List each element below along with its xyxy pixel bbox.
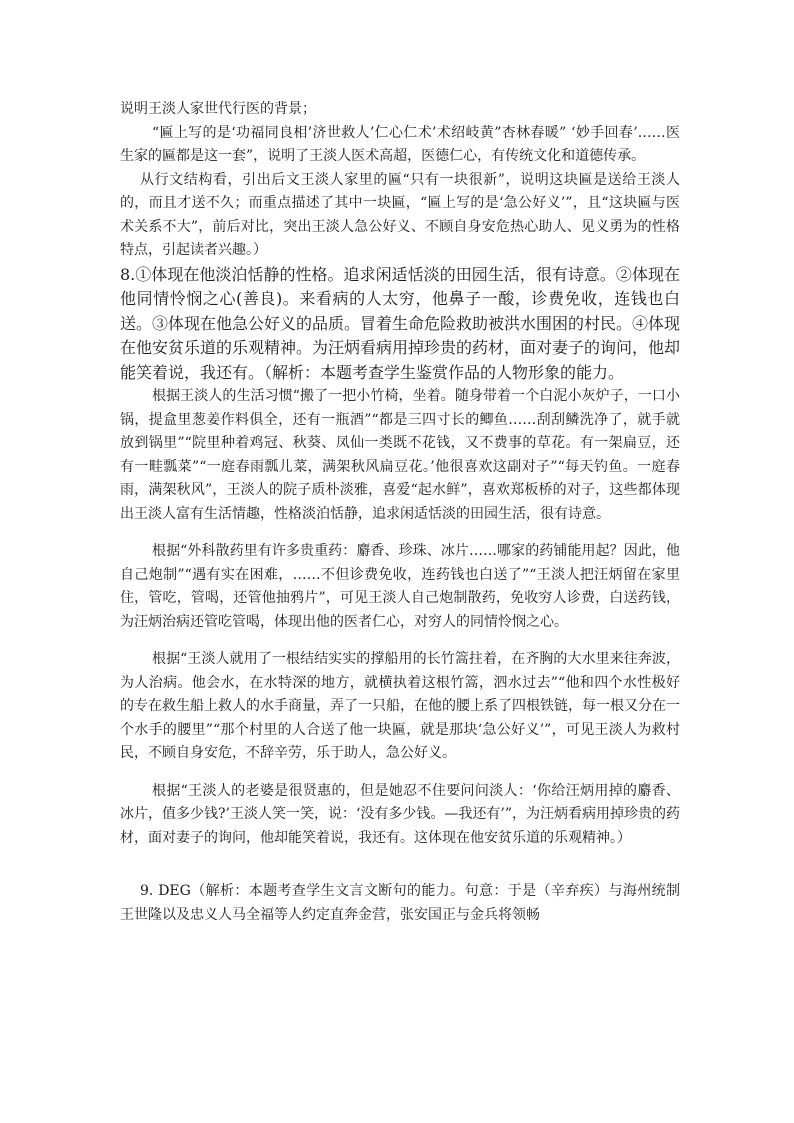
spacer [120,634,680,648]
paragraph-plaques: “匾上写的是‘功福同良相’济世救人’仁心仁术’术绍岐黄”杏林春暖” ‘妙手回春’……医生家的匾都是这一套”，说明了王淡人医术高超，医德仁心，有传统文化和道德传承。 [120,124,680,164]
analysis-compassion: 根据“外科散药里有许多贵重药：麝香、珍珠、冰片……哪家的药铺能用起？因此，他自己炮制”“遇有实在困难，……不但诊费免收，连药钱也白送了”“王淡人把汪炳留在家里住，管吃，管喝，还管他抽鸦片”，可见王淡人自己炮制散药，免收穷人诊费，白送药钱，为汪炳治病还管吃管喝，体现出他的医者仁心，对穷人的同情怜悯之心。 [120,543,680,630]
document-body [120,98,680,927]
analysis-rescue: 根据“王淡人就用了一根结结实实的撑船用的长竹篙拄着，在齐胸的大水里来往奔波，为人治病。他会水，在水特深的地方，就横执着这根竹篙，泗水过去”“他和四个水性极好的专在救生船上救人的水手商量，弄了一只船，在他的腰上系了四根铁链，每一根又分在一个水手的腰里”“那个村里的人合送了他一块匾，就是那块‘急公好义’”，可见王淡人为救村民，不顾自身安危，不辞辛劳，乐于助人，急公好义。 [120,651,680,761]
spacer [120,766,680,780]
analysis-lifestyle: 根据王淡人的生活习惯“搬了一把小竹椅，坐着。随身带着一个白泥小灰炉子，一口小锅，提盒里葱姜作料俱全，还有一瓶酒”“都是三四寸长的鲫鱼……刮刮鳞洗净了，就手就放到锅里”“院里种着鸡冠、秋葵、凤仙一类既不花钱，又不费事的草花。有一架扁豆，还有一畦瓢菜”“一庭春雨瓢儿菜，满架秋风扁豆花。’他很喜欢这副对子”“每天钓鱼。一庭春雨，满架秋风”，王淡人的院子质朴淡雅，喜爱“起水鲜”，喜欢郑板桥的对子，这些都体现出王淡人富有生活情趣，性格淡泊恬静，追求闲适恬淡的田园生活，很有诗意。 [120,388,680,522]
spacer [120,526,680,540]
paragraph-structure: 从行文结构看，引出后文王淡人家里的匾“只有一块很新”，说明这块匾是送给王淡人的，而且才送不久；而重点描述了其中一块匾，“匾上写的是‘急公好义’”，且“这块匾与医术关系不大”，前后对比，突出王淡人急公好义、不顾自身安危热心助人、见义勇为的性格特点，引起读者兴趣。） [120,171,680,258]
analysis-contentment: 根据“王淡人的老婆是很贤惠的，但是她忍不住要问问淡人：‘你给汪炳用掉的麝香、冰片，值多少钱?’王淡人笑一笑，说：‘没有多少钱。—我还有’”，为汪炳看病用掉珍贵的药材，面对妻子的询问，他却能笑着说，我还有。这体现在他安贫乐道的乐观精神。） [120,782,681,846]
answer-9: 9. DEG（解析：本题考查学生文言文断句的能力。句意：于是（辛弃疾）与海州统制王世隆以及忠义人马全福等人约定直奔金营，张安国正与金兵将领畅 [120,883,680,923]
spacer [120,850,680,880]
paragraph-background: 说明王淡人家世代行医的背景； [120,101,316,117]
answer-8: 8.①体现在他淡泊恬静的性格。追求闲适恬淡的田园生活，很有诗意。②体现在他同情怜悯之心(善良)。来看病的人太穷，他鼻子一酸，诊费免收，连钱也白送。③体现在他急公好义的品质。冒着生命危险救助被洪水围困的村民。④体现在他安贫乐道的乐观精神。为汪炳看病用掉珍贵的药材，面对妻子的询问，他却能笑着说，我还有。（解析：本题考查学生鉴赏作品的人物形象的能力。 [120,264,681,382]
